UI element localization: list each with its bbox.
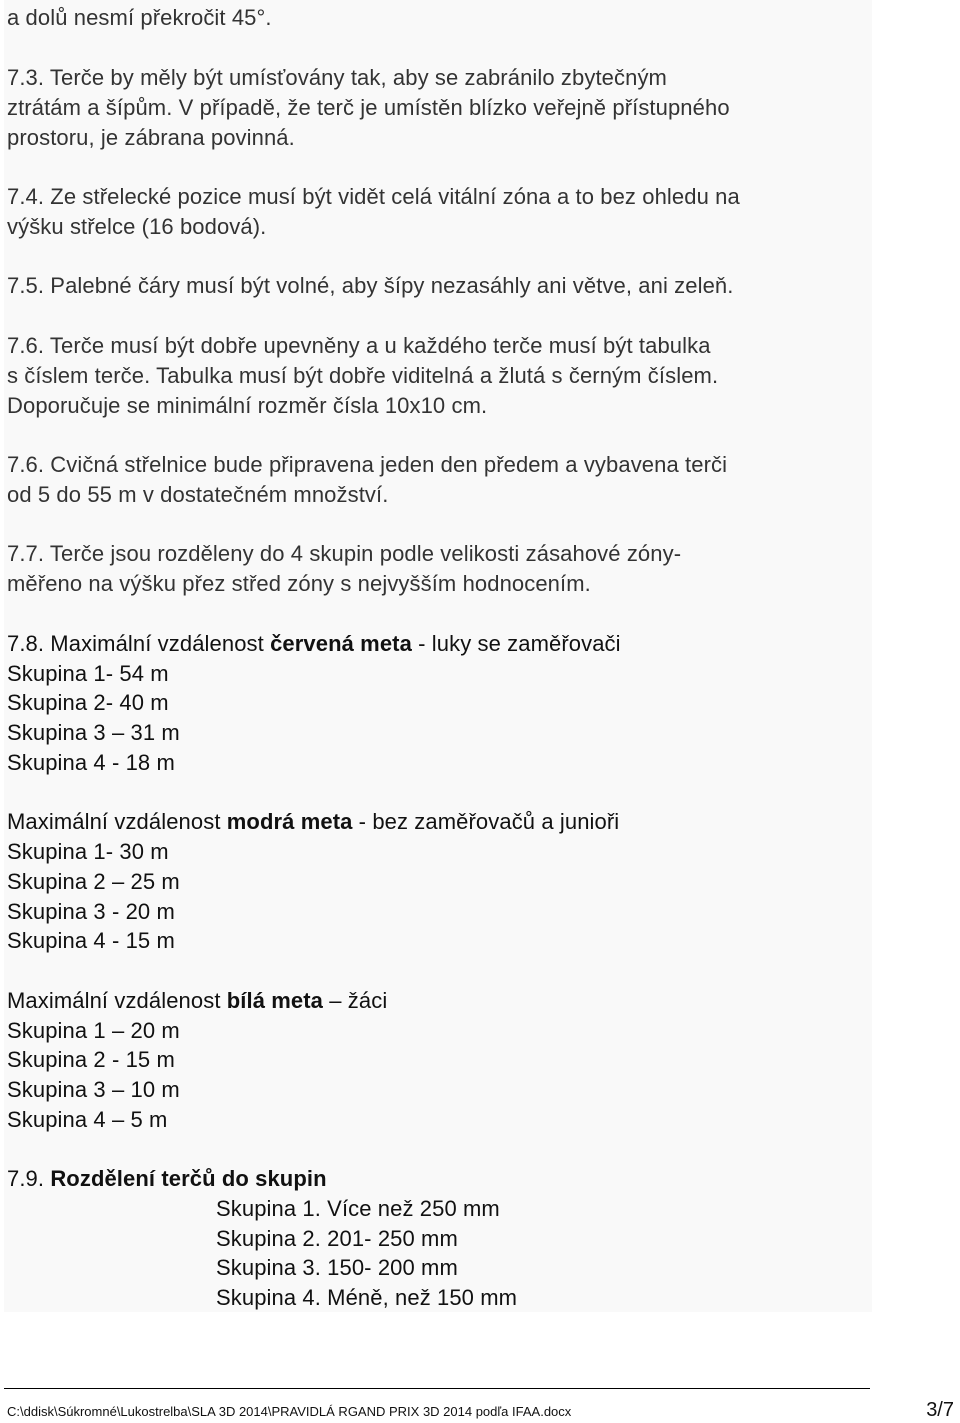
page-number: 3/7 xyxy=(926,1399,954,1421)
text-line: od 5 do 55 m v dostatečném množství. xyxy=(7,482,389,507)
text-line: 7.4. Ze střelecké pozice musí být vidět celá vitální zóna a to bez ohledu na xyxy=(7,184,740,209)
list-item: Skupina 1- 54 m xyxy=(7,661,169,686)
blue-target-heading xyxy=(7,807,619,837)
heading-prefix: Maximální vzdálenost xyxy=(7,809,227,834)
list-item: Skupina 3 – 10 m xyxy=(7,1077,180,1102)
heading-prefix: 7.9. xyxy=(7,1166,51,1191)
text-line: a dolů nesmí překročit 45°. xyxy=(7,5,272,30)
list-item: Skupina 3 - 20 m xyxy=(7,899,175,924)
text-line: 7.5. Palebné čáry musí být volné, aby šípy nezasáhly ani větve, ani zeleň. xyxy=(7,273,734,298)
heading-bold: Rozdělení terčů do skupin xyxy=(50,1166,327,1191)
list-item: Skupina 1. Více než 250 mm xyxy=(216,1196,500,1221)
text-line: Doporučuje se minimální rozměr čísla 10x10 cm. xyxy=(7,393,488,418)
heading-suffix: - luky se zaměřovači xyxy=(411,631,621,656)
list-item: Skupina 2. 201- 250 mm xyxy=(216,1226,458,1251)
text-line: s číslem terče. Tabulka musí být dobře viditelná a žlutá s černým číslem. xyxy=(7,363,719,388)
list-item: Skupina 4 – 5 m xyxy=(7,1107,168,1132)
heading-bold: červená meta xyxy=(270,631,412,656)
text-line: ztrátám a šípům. V případě, že terč je umístěn blízko veřejně přístupného xyxy=(7,95,730,120)
list-item: Skupina 4. Méně, než 150 mm xyxy=(216,1285,518,1310)
list-item: Skupina 1- 30 m xyxy=(7,839,169,864)
list-item: Skupina 2 - 15 m xyxy=(7,1047,175,1072)
list-item: Skupina 4 - 15 m xyxy=(7,928,175,953)
heading-suffix: – žáci xyxy=(323,988,388,1013)
text-line: 7.3. Terče by měly být umísťovány tak, aby se zabránilo zbytečným xyxy=(7,65,667,90)
list-item: Skupina 3. 150- 200 mm xyxy=(216,1255,458,1280)
list-item: Skupina 3 – 31 m xyxy=(7,720,180,745)
list-item: Skupina 2 – 25 m xyxy=(7,869,180,894)
division-heading xyxy=(7,1164,327,1194)
text-line: 7.7. Terče jsou rozděleny do 4 skupin podle velikosti zásahové zóny- xyxy=(7,541,682,566)
footer-file-path: C:\ddisk\Súkromné\Lukostrelba\SLA 3D 2014\PRAVIDLÁ RGAND PRIX 3D 2014 podľa IFAA.docx xyxy=(7,1404,572,1419)
list-item: Skupina 2- 40 m xyxy=(7,690,169,715)
list-item: Skupina 1 – 20 m xyxy=(7,1018,180,1043)
text-line: 7.6. Terče musí být dobře upevněny a u každého terče musí být tabulka xyxy=(7,333,711,358)
heading-prefix: 7.8. Maximální vzdálenost xyxy=(7,631,271,656)
heading-prefix: Maximální vzdálenost xyxy=(7,988,227,1013)
heading-suffix: - bez zaměřovačů a junioři xyxy=(352,809,620,834)
text-line: výšku střelce (16 bodová). xyxy=(7,214,267,239)
footer-divider xyxy=(4,1388,870,1389)
heading-bold: bílá meta xyxy=(226,988,324,1013)
text-line: 7.6. Cvičná střelnice bude připravena jeden den předem a vybavena terči xyxy=(7,452,728,477)
heading-bold: modrá meta xyxy=(226,809,353,834)
list-item: Skupina 4 - 18 m xyxy=(7,750,175,775)
white-target-heading xyxy=(7,986,387,1016)
text-line: měřeno na výšku přez střed zóny s nejvyšším hodnocením. xyxy=(7,571,591,596)
text-line: prostoru, je zábrana povinná. xyxy=(7,125,295,150)
red-target-heading xyxy=(7,629,621,659)
